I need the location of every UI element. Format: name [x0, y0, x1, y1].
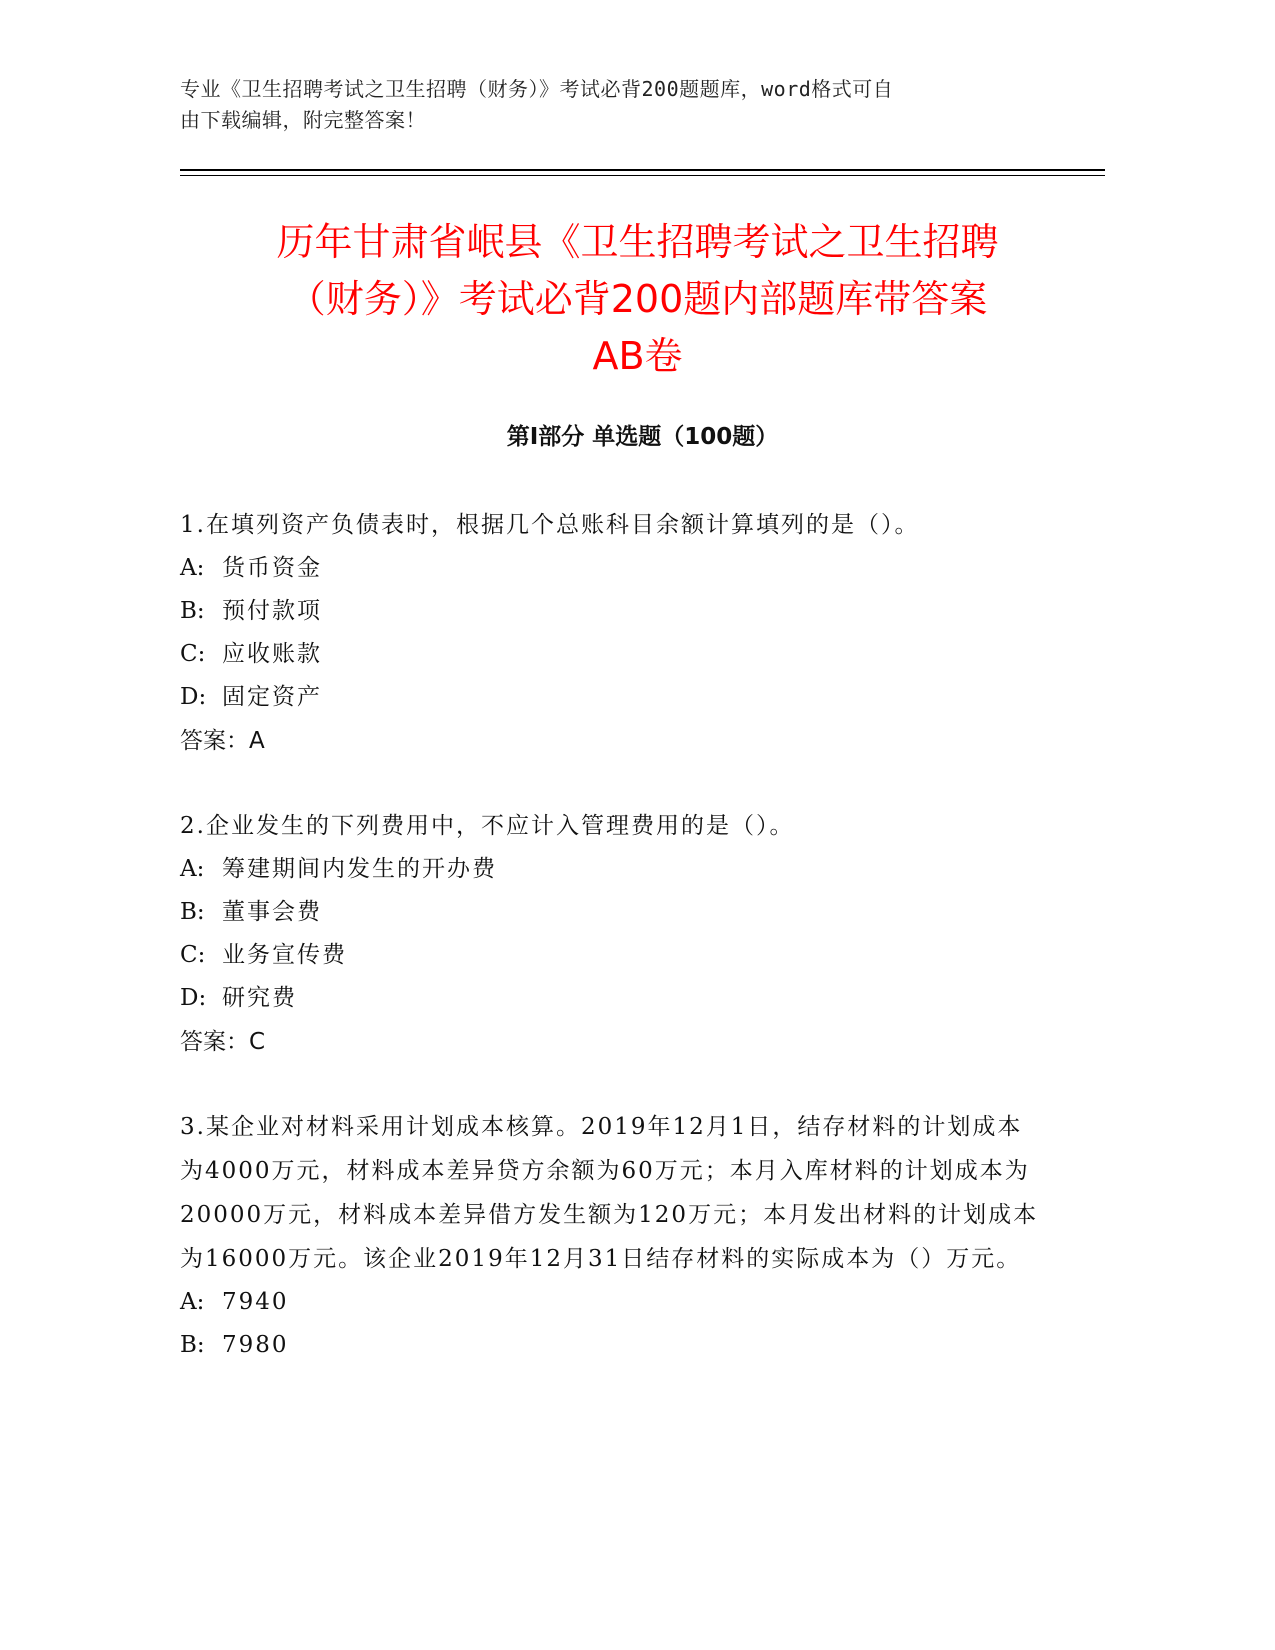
option-text: 董事会费 — [222, 899, 322, 925]
option-text: 业务宣传费 — [222, 942, 347, 968]
option-text: 应收账款 — [222, 641, 322, 667]
question-stem: 2.企业发生的下列费用中，不应计入管理费用的是（）。 — [180, 813, 795, 839]
question-3 — [180, 1105, 1040, 1367]
question-option-c — [180, 633, 1040, 676]
title-line-2: （财务）》考试必背200题内部题库带答案 — [287, 277, 988, 321]
question-option-d — [180, 676, 1040, 719]
option-label: D: — [180, 985, 207, 1011]
option-text: 固定资产 — [222, 684, 322, 710]
question-option-b — [180, 590, 1040, 633]
header-note-line-2: 由下载编辑，附完整答案！ — [180, 108, 426, 132]
question-option-a — [180, 1281, 1040, 1324]
question-option-c — [180, 934, 1040, 977]
question-answer: 答案：C — [180, 1029, 266, 1055]
question-list — [180, 503, 1040, 1407]
header-note-line-1: 专业《卫生招聘考试之卫生招聘（财务）》考试必背200题题库，word格式可自 — [180, 77, 894, 101]
option-text: 预付款项 — [222, 598, 322, 624]
question-option-b — [180, 891, 1040, 934]
question-option-a — [180, 848, 1040, 891]
title-line-1: 历年甘肃省岷县《卫生招聘考试之卫生招聘 — [276, 220, 999, 264]
option-label: C: — [180, 942, 206, 968]
option-label: A: — [180, 555, 205, 581]
option-label: D: — [180, 684, 207, 710]
section-heading: 第I部分 单选题（100题） — [506, 424, 779, 450]
option-label: C: — [180, 641, 206, 667]
question-stem: 1.在填列资产负债表时，根据几个总账科目余额计算填列的是（）。 — [180, 512, 920, 538]
question-option-a — [180, 547, 1040, 590]
option-label: A: — [180, 856, 205, 882]
header-note — [180, 74, 1040, 136]
question-option-b — [180, 1324, 1040, 1367]
document-title — [160, 214, 1115, 385]
header-divider-thin — [180, 175, 1105, 176]
title-line-3: AB卷 — [592, 334, 683, 378]
option-text: 筹建期间内发生的开办费 — [222, 856, 497, 882]
header-divider-thick — [180, 169, 1105, 171]
option-label: A: — [180, 1289, 205, 1315]
option-label: B: — [180, 598, 205, 624]
option-label: B: — [180, 899, 205, 925]
question-1 — [180, 503, 1040, 764]
question-stem: 3.某企业对材料采用计划成本核算。2019年12月1日，结存材料的计划成本为4000万元，材料成本差异贷方余额为60万元；本月入库材料的计划成本为20000万元，材料成本差异借方发生额为120万元；本月发出材料的计划成本为16000万元。该企业2019年12月31日结存材料的实际成本为（）万元。 — [180, 1114, 1039, 1272]
option-text: 7980 — [222, 1332, 289, 1358]
option-text: 7940 — [222, 1289, 289, 1315]
question-2 — [180, 804, 1040, 1065]
option-label: B: — [180, 1332, 205, 1358]
question-option-d — [180, 977, 1040, 1020]
option-text: 研究费 — [222, 985, 297, 1011]
question-answer: 答案：A — [180, 728, 265, 754]
option-text: 货币资金 — [222, 555, 322, 581]
